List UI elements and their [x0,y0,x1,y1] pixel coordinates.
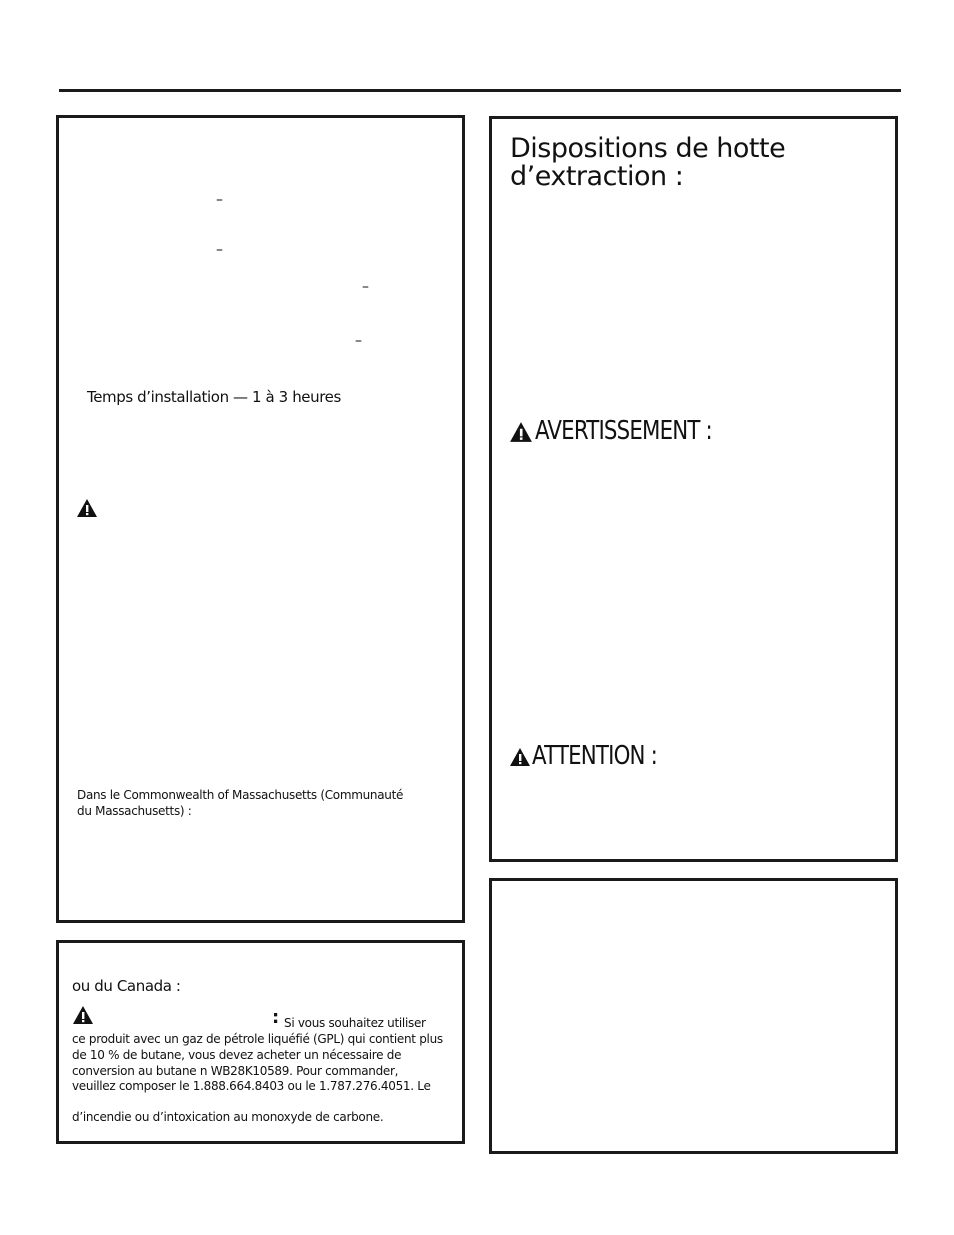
header-rule [59,89,901,92]
caution-label-text: ATTENTION : [532,741,658,771]
butane-line-5: veuillez composer le 1.888.664.8403 ou le 1.787.276.4051. Le [72,1079,431,1093]
butane-line-1: Si vous souhaitez utiliser [284,1016,426,1030]
dash-4: – [355,333,362,349]
warning-icon [509,421,533,443]
massachusetts-line-1: Dans le Commonwealth of Massachusetts (Communauté [77,788,404,802]
butane-line-4: conversion au butane n WB28K10589. Pour commander, [72,1064,399,1078]
warning-icon [76,498,98,518]
caution-label [532,741,684,771]
massachusetts-line-2: du Massachusetts) : [77,804,192,818]
section-title-line-2: d’extraction : [510,161,684,192]
warning-label [535,416,751,446]
warning-colon: : [272,1007,280,1028]
butane-line-2: ce produit avec un gaz de pétrole liquéfié (GPL) qui contient plus [72,1032,443,1046]
empty-box [489,878,898,1154]
section-title-line-1: Dispositions de hotte [510,133,786,164]
caution-icon [509,747,531,767]
canada-heading: ou du Canada : [72,977,181,995]
warning-label-text: AVERTISSEMENT : [535,416,712,446]
dash-3: – [362,279,369,295]
butane-line-3: de 10 % de butane, vous devez acheter un nécessaire de [72,1048,402,1062]
dash-2: – [216,242,223,258]
warning-icon [72,1005,94,1025]
dash-1: – [216,192,223,208]
install-time: Temps d’installation — 1 à 3 heures [87,388,341,406]
butane-line-6: d’incendie ou d’intoxication au monoxyde de carbone. [72,1110,384,1124]
